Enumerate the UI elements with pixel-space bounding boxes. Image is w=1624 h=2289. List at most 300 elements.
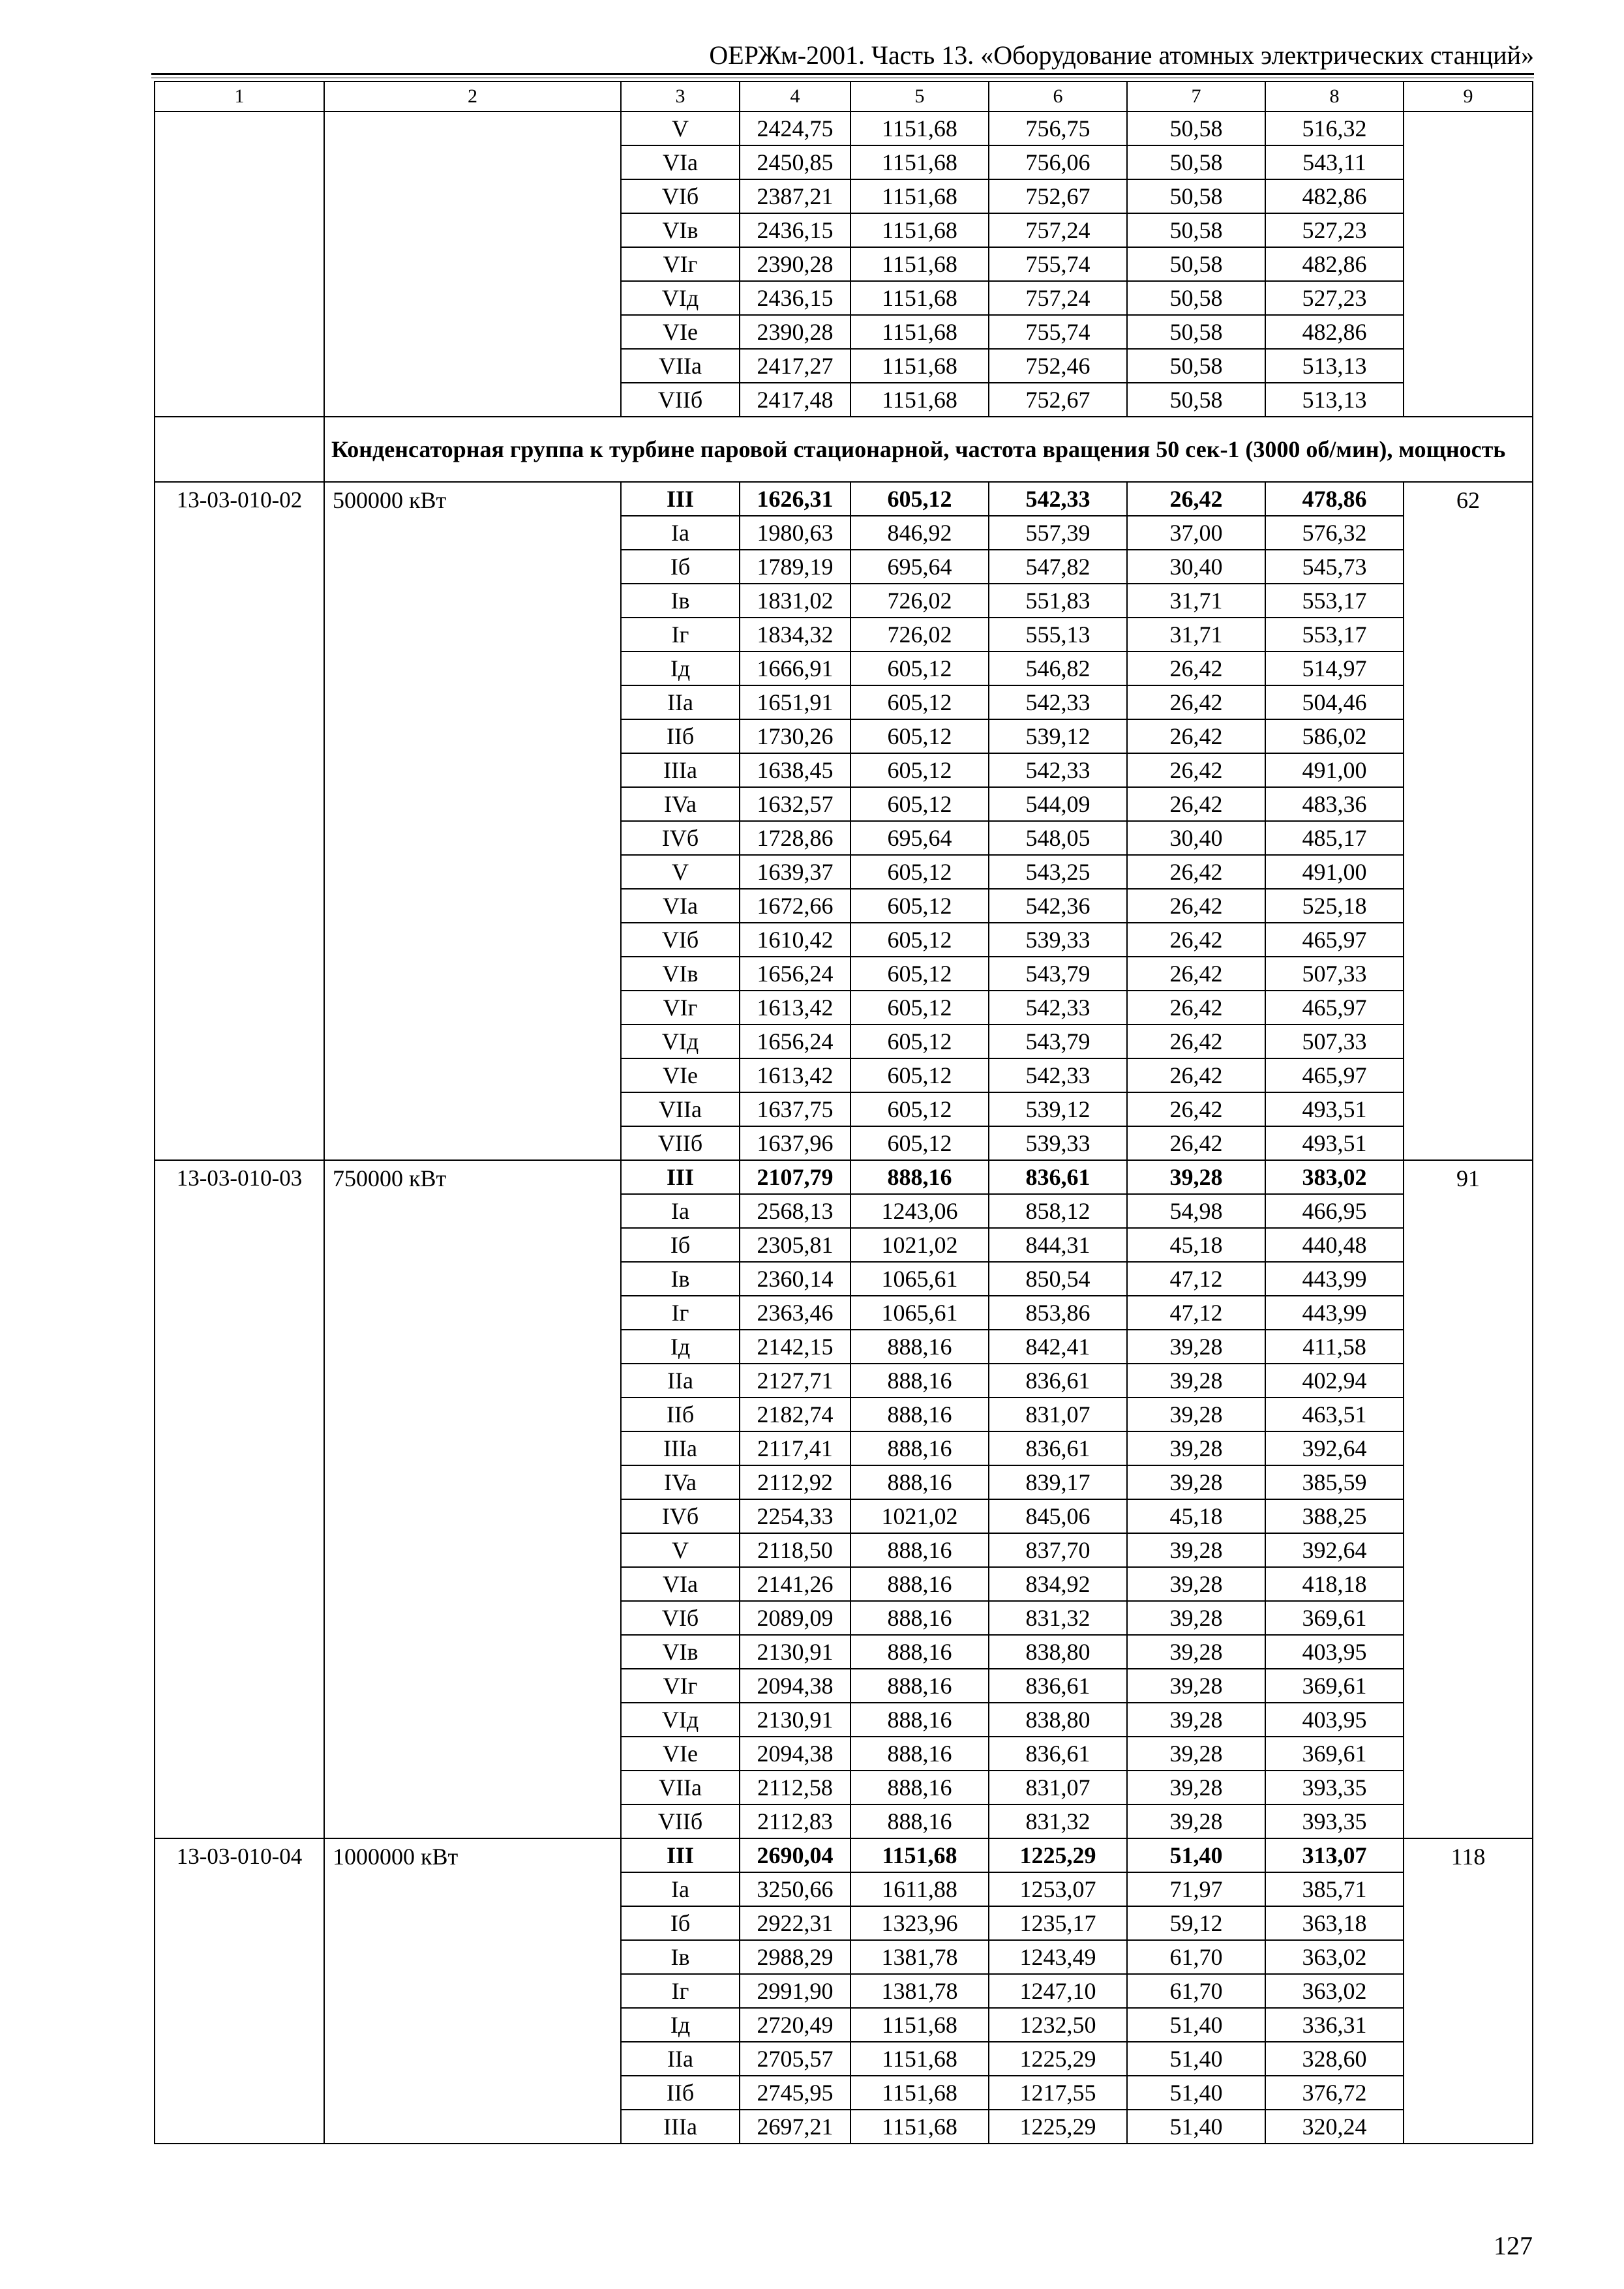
value-cell: 2130,91: [740, 1635, 850, 1669]
type-cell: VIб: [621, 923, 740, 957]
value-cell: 39,28: [1127, 1601, 1265, 1635]
value-cell: 26,42: [1127, 1058, 1265, 1092]
value-cell: 363,02: [1265, 1940, 1404, 1974]
type-cell: VIд: [621, 1025, 740, 1058]
value-cell: 1656,24: [740, 1025, 850, 1058]
value-cell: 605,12: [850, 753, 989, 787]
value-cell: 50,58: [1127, 213, 1265, 247]
value-cell: 2141,26: [740, 1567, 850, 1601]
value-cell: 51,40: [1127, 2042, 1265, 2076]
type-cell: Iд: [621, 651, 740, 685]
value-cell: 482,86: [1265, 247, 1404, 281]
value-cell: 888,16: [850, 1635, 989, 1669]
type-cell: VIIa: [621, 1771, 740, 1804]
value-cell: 463,51: [1265, 1398, 1404, 1431]
value-cell: 26,42: [1127, 651, 1265, 685]
value-cell: 26,42: [1127, 1126, 1265, 1160]
value-cell: 39,28: [1127, 1431, 1265, 1465]
value-cell: 836,61: [989, 1737, 1127, 1771]
value-cell: 39,28: [1127, 1737, 1265, 1771]
value-cell: 1065,61: [850, 1296, 989, 1330]
value-cell: 888,16: [850, 1601, 989, 1635]
value-cell: 756,06: [989, 145, 1127, 179]
value-cell: 542,33: [989, 1058, 1127, 1092]
value-cell: 383,02: [1265, 1160, 1404, 1194]
type-cell: IIIa: [621, 2110, 740, 2144]
value-cell: 50,58: [1127, 315, 1265, 349]
value-cell: 39,28: [1127, 1398, 1265, 1431]
value-cell: 39,28: [1127, 1703, 1265, 1737]
price-table: [154, 81, 1533, 2144]
value-cell: 542,33: [989, 991, 1127, 1025]
value-cell: 513,13: [1265, 383, 1404, 417]
value-cell: 1613,42: [740, 1058, 850, 1092]
value-cell: 1638,45: [740, 753, 850, 787]
value-cell: 539,12: [989, 1092, 1127, 1126]
value-cell: 548,05: [989, 821, 1127, 855]
value-cell: 1613,42: [740, 991, 850, 1025]
value-cell: 834,92: [989, 1567, 1127, 1601]
value-cell: 586,02: [1265, 719, 1404, 753]
type-cell: Ia: [621, 1194, 740, 1228]
value-cell: 551,83: [989, 584, 1127, 618]
value-cell: 1021,02: [850, 1499, 989, 1533]
value-cell: 26,42: [1127, 855, 1265, 889]
value-cell: 1656,24: [740, 957, 850, 991]
value-cell: 26,42: [1127, 1092, 1265, 1126]
type-cell: Iд: [621, 2008, 740, 2042]
code-cell: 13-03-010-03: [155, 1160, 324, 1838]
value-cell: 836,61: [989, 1669, 1127, 1703]
value-cell: 888,16: [850, 1567, 989, 1601]
value-cell: 320,24: [1265, 2110, 1404, 2144]
type-cell: IIб: [621, 719, 740, 753]
value-cell: 26,42: [1127, 685, 1265, 719]
value-cell: 605,12: [850, 651, 989, 685]
value-cell: 2107,79: [740, 1160, 850, 1194]
value-cell: 539,33: [989, 923, 1127, 957]
value-cell: 54,98: [1127, 1194, 1265, 1228]
value-cell: 39,28: [1127, 1465, 1265, 1499]
type-cell: Ia: [621, 1872, 740, 1906]
value-cell: 1232,50: [989, 2008, 1127, 2042]
value-cell: 491,00: [1265, 855, 1404, 889]
value-cell: 2720,49: [740, 2008, 850, 2042]
value-cell: 1225,29: [989, 1838, 1127, 1872]
value-cell: 392,64: [1265, 1533, 1404, 1567]
value-cell: 546,82: [989, 651, 1127, 685]
value-cell: 402,94: [1265, 1364, 1404, 1398]
value-cell: 525,18: [1265, 889, 1404, 923]
value-cell: 1789,19: [740, 550, 850, 584]
price-table-body: [155, 82, 1533, 2144]
section-row: [155, 417, 1533, 482]
value-cell: 1243,49: [989, 1940, 1127, 1974]
value-cell: 440,48: [1265, 1228, 1404, 1262]
value-cell: 2417,27: [740, 349, 850, 383]
value-cell: 2089,09: [740, 1601, 850, 1635]
value-cell: 888,16: [850, 1737, 989, 1771]
value-cell: 542,33: [989, 482, 1127, 516]
value-cell: 1637,75: [740, 1092, 850, 1126]
table-row: [155, 1838, 1533, 1872]
value-cell: 1217,55: [989, 2076, 1127, 2110]
value-cell: 514,97: [1265, 651, 1404, 685]
value-cell: 2988,29: [740, 1940, 850, 1974]
value-cell: 557,39: [989, 516, 1127, 550]
type-cell: IIa: [621, 2042, 740, 2076]
value-cell: 1021,02: [850, 1228, 989, 1262]
value-cell: 2118,50: [740, 1533, 850, 1567]
value-cell: 1151,68: [850, 1838, 989, 1872]
value-cell: 846,92: [850, 516, 989, 550]
value-cell: 50,58: [1127, 145, 1265, 179]
value-cell: 543,79: [989, 957, 1127, 991]
value-cell: 888,16: [850, 1160, 989, 1194]
value-cell: 1065,61: [850, 1262, 989, 1296]
value-cell: 1151,68: [850, 2076, 989, 2110]
value-cell: 1151,68: [850, 2110, 989, 2144]
type-cell: VIa: [621, 1567, 740, 1601]
value-cell: 853,86: [989, 1296, 1127, 1330]
value-cell: 478,86: [1265, 482, 1404, 516]
value-cell: 545,73: [1265, 550, 1404, 584]
value-cell: 51,40: [1127, 2076, 1265, 2110]
value-cell: 2922,31: [740, 1906, 850, 1940]
value-cell: 888,16: [850, 1364, 989, 1398]
value-cell: 485,17: [1265, 821, 1404, 855]
value-cell: 50,58: [1127, 383, 1265, 417]
value-cell: 392,64: [1265, 1431, 1404, 1465]
value-cell: 466,95: [1265, 1194, 1404, 1228]
type-cell: VIIa: [621, 349, 740, 383]
value-cell: 59,12: [1127, 1906, 1265, 1940]
norm-cell: [1404, 112, 1533, 417]
value-cell: 605,12: [850, 923, 989, 957]
value-cell: 1151,68: [850, 2008, 989, 2042]
value-cell: 756,75: [989, 112, 1127, 145]
value-cell: 61,70: [1127, 1940, 1265, 1974]
value-cell: 605,12: [850, 1058, 989, 1092]
value-cell: 757,24: [989, 213, 1127, 247]
column-number: 9: [1404, 82, 1533, 112]
value-cell: 385,59: [1265, 1465, 1404, 1499]
value-cell: 1610,42: [740, 923, 850, 957]
value-cell: 850,54: [989, 1262, 1127, 1296]
code-cell: 13-03-010-04: [155, 1838, 324, 2144]
value-cell: 1672,66: [740, 889, 850, 923]
type-cell: III: [621, 482, 740, 516]
value-cell: 71,97: [1127, 1872, 1265, 1906]
value-cell: 839,17: [989, 1465, 1127, 1499]
column-number: 5: [850, 82, 989, 112]
value-cell: 1151,68: [850, 315, 989, 349]
value-cell: 553,17: [1265, 618, 1404, 651]
type-cell: IVб: [621, 1499, 740, 1533]
type-cell: VIд: [621, 1703, 740, 1737]
value-cell: 385,71: [1265, 1872, 1404, 1906]
value-cell: 26,42: [1127, 482, 1265, 516]
value-cell: 539,33: [989, 1126, 1127, 1160]
table-row: [155, 1160, 1533, 1194]
value-cell: 2094,38: [740, 1669, 850, 1703]
value-cell: 482,86: [1265, 315, 1404, 349]
type-cell: VIa: [621, 889, 740, 923]
value-cell: 755,74: [989, 315, 1127, 349]
value-cell: 752,67: [989, 383, 1127, 417]
value-cell: 363,18: [1265, 1906, 1404, 1940]
value-cell: 1151,68: [850, 247, 989, 281]
value-cell: 376,72: [1265, 2076, 1404, 2110]
value-cell: 1666,91: [740, 651, 850, 685]
type-cell: V: [621, 112, 740, 145]
value-cell: 411,58: [1265, 1330, 1404, 1364]
value-cell: 30,40: [1127, 821, 1265, 855]
column-number-row: [155, 82, 1533, 112]
value-cell: 403,95: [1265, 1635, 1404, 1669]
value-cell: 605,12: [850, 482, 989, 516]
value-cell: 39,28: [1127, 1804, 1265, 1838]
value-cell: 39,28: [1127, 1330, 1265, 1364]
page-number: 127: [1494, 2231, 1533, 2260]
value-cell: 2390,28: [740, 315, 850, 349]
value-cell: 605,12: [850, 1092, 989, 1126]
value-cell: 1151,68: [850, 179, 989, 213]
value-cell: 39,28: [1127, 1771, 1265, 1804]
type-cell: Iб: [621, 550, 740, 584]
type-cell: Iб: [621, 1228, 740, 1262]
value-cell: 26,42: [1127, 787, 1265, 821]
type-cell: IVa: [621, 787, 740, 821]
value-cell: 363,02: [1265, 1974, 1404, 2008]
value-cell: 465,97: [1265, 991, 1404, 1025]
value-cell: 39,28: [1127, 1364, 1265, 1398]
value-cell: 3250,66: [740, 1872, 850, 1906]
type-cell: Ia: [621, 516, 740, 550]
value-cell: 547,82: [989, 550, 1127, 584]
value-cell: 369,61: [1265, 1737, 1404, 1771]
type-cell: VIб: [621, 179, 740, 213]
type-cell: VIe: [621, 315, 740, 349]
value-cell: 831,07: [989, 1771, 1127, 1804]
value-cell: 1253,07: [989, 1872, 1127, 1906]
value-cell: 1632,57: [740, 787, 850, 821]
value-cell: 443,99: [1265, 1296, 1404, 1330]
value-cell: 752,67: [989, 179, 1127, 213]
value-cell: 493,51: [1265, 1092, 1404, 1126]
column-number: 6: [989, 82, 1127, 112]
value-cell: 2127,71: [740, 1364, 850, 1398]
column-number: 3: [621, 82, 740, 112]
value-cell: 1243,06: [850, 1194, 989, 1228]
type-cell: IIIa: [621, 753, 740, 787]
value-cell: 336,31: [1265, 2008, 1404, 2042]
value-cell: 50,58: [1127, 112, 1265, 145]
value-cell: 491,00: [1265, 753, 1404, 787]
type-cell: III: [621, 1838, 740, 1872]
value-cell: 47,12: [1127, 1262, 1265, 1296]
value-cell: 51,40: [1127, 2008, 1265, 2042]
value-cell: 2130,91: [740, 1703, 850, 1737]
type-cell: VIб: [621, 1601, 740, 1635]
value-cell: 1235,17: [989, 1906, 1127, 1940]
value-cell: 2112,83: [740, 1804, 850, 1838]
value-cell: 504,46: [1265, 685, 1404, 719]
value-cell: 26,42: [1127, 957, 1265, 991]
type-cell: VIв: [621, 1635, 740, 1669]
type-cell: VIд: [621, 281, 740, 315]
value-cell: 757,24: [989, 281, 1127, 315]
type-cell: Iб: [621, 1906, 740, 1940]
type-cell: VIIб: [621, 1126, 740, 1160]
value-cell: 845,06: [989, 1499, 1127, 1533]
value-cell: 527,23: [1265, 213, 1404, 247]
value-cell: 543,79: [989, 1025, 1127, 1058]
type-cell: VIe: [621, 1737, 740, 1771]
code-cell: 13-03-010-02: [155, 482, 324, 1160]
value-cell: 542,33: [989, 685, 1127, 719]
value-cell: 2436,15: [740, 213, 850, 247]
value-cell: 2390,28: [740, 247, 850, 281]
type-cell: VIв: [621, 957, 740, 991]
type-cell: VIг: [621, 1669, 740, 1703]
value-cell: 26,42: [1127, 991, 1265, 1025]
value-cell: 831,07: [989, 1398, 1127, 1431]
type-cell: VIe: [621, 1058, 740, 1092]
value-cell: 1381,78: [850, 1974, 989, 2008]
value-cell: 858,12: [989, 1194, 1127, 1228]
value-cell: 465,97: [1265, 923, 1404, 957]
value-cell: 2094,38: [740, 1737, 850, 1771]
value-cell: 26,42: [1127, 1025, 1265, 1058]
value-cell: 2424,75: [740, 112, 850, 145]
value-cell: 726,02: [850, 584, 989, 618]
value-cell: 393,35: [1265, 1804, 1404, 1838]
value-cell: 1323,96: [850, 1906, 989, 1940]
value-cell: 1225,29: [989, 2110, 1127, 2144]
value-cell: 1728,86: [740, 821, 850, 855]
value-cell: 837,70: [989, 1533, 1127, 1567]
name-cell: 1000000 кВт: [324, 1838, 621, 2144]
value-cell: 2745,95: [740, 2076, 850, 2110]
type-cell: IIa: [621, 685, 740, 719]
type-cell: VIв: [621, 213, 740, 247]
value-cell: 1151,68: [850, 2042, 989, 2076]
header-rule-thick: [151, 73, 1534, 75]
value-cell: 1151,68: [850, 112, 989, 145]
type-cell: Iд: [621, 1330, 740, 1364]
type-cell: IVб: [621, 821, 740, 855]
value-cell: 50,58: [1127, 349, 1265, 383]
value-cell: 2142,15: [740, 1330, 850, 1364]
value-cell: 755,74: [989, 247, 1127, 281]
value-cell: 2705,57: [740, 2042, 850, 2076]
value-cell: 1639,37: [740, 855, 850, 889]
value-cell: 50,58: [1127, 179, 1265, 213]
value-cell: 507,33: [1265, 957, 1404, 991]
value-cell: 1381,78: [850, 1940, 989, 1974]
value-cell: 605,12: [850, 685, 989, 719]
value-cell: 2568,13: [740, 1194, 850, 1228]
value-cell: 605,12: [850, 991, 989, 1025]
value-cell: 2182,74: [740, 1398, 850, 1431]
value-cell: 1651,91: [740, 685, 850, 719]
section-empty-cell: [155, 417, 324, 482]
value-cell: 45,18: [1127, 1499, 1265, 1533]
value-cell: 838,80: [989, 1703, 1127, 1737]
value-cell: 26,42: [1127, 753, 1265, 787]
value-cell: 842,41: [989, 1330, 1127, 1364]
type-cell: IVa: [621, 1465, 740, 1499]
value-cell: 836,61: [989, 1364, 1127, 1398]
value-cell: 45,18: [1127, 1228, 1265, 1262]
value-cell: 726,02: [850, 618, 989, 651]
value-cell: 507,33: [1265, 1025, 1404, 1058]
value-cell: 513,13: [1265, 349, 1404, 383]
value-cell: 1831,02: [740, 584, 850, 618]
value-cell: 2697,21: [740, 2110, 850, 2144]
value-cell: 605,12: [850, 855, 989, 889]
value-cell: 543,25: [989, 855, 1127, 889]
type-cell: III: [621, 1160, 740, 1194]
type-cell: IIa: [621, 1364, 740, 1398]
type-cell: VIг: [621, 247, 740, 281]
value-cell: 393,35: [1265, 1771, 1404, 1804]
value-cell: 695,64: [850, 550, 989, 584]
value-cell: 888,16: [850, 1533, 989, 1567]
value-cell: 544,09: [989, 787, 1127, 821]
value-cell: 1730,26: [740, 719, 850, 753]
value-cell: 576,32: [1265, 516, 1404, 550]
value-cell: 31,71: [1127, 618, 1265, 651]
running-header: ОЕРЖм-2001. Часть 13. «Оборудование атомных электрических станций»: [709, 40, 1534, 70]
value-cell: 1834,32: [740, 618, 850, 651]
column-number: 1: [155, 82, 324, 112]
value-cell: 1151,68: [850, 383, 989, 417]
value-cell: 2112,92: [740, 1465, 850, 1499]
value-cell: 465,97: [1265, 1058, 1404, 1092]
value-cell: 51,40: [1127, 1838, 1265, 1872]
value-cell: 26,42: [1127, 719, 1265, 753]
name-cell: 500000 кВт: [324, 482, 621, 1160]
value-cell: 1247,10: [989, 1974, 1127, 2008]
value-cell: 1151,68: [850, 349, 989, 383]
value-cell: 493,51: [1265, 1126, 1404, 1160]
value-cell: 2436,15: [740, 281, 850, 315]
value-cell: 482,86: [1265, 179, 1404, 213]
value-cell: 2254,33: [740, 1499, 850, 1533]
type-cell: IIIa: [621, 1431, 740, 1465]
value-cell: 51,40: [1127, 2110, 1265, 2144]
value-cell: 30,40: [1127, 550, 1265, 584]
value-cell: 369,61: [1265, 1669, 1404, 1703]
value-cell: 1637,96: [740, 1126, 850, 1160]
type-cell: IIб: [621, 1398, 740, 1431]
type-cell: V: [621, 1533, 740, 1567]
value-cell: 888,16: [850, 1330, 989, 1364]
code-cell: [155, 112, 324, 417]
value-cell: 313,07: [1265, 1838, 1404, 1872]
value-cell: 836,61: [989, 1160, 1127, 1194]
value-cell: 1980,63: [740, 516, 850, 550]
value-cell: 888,16: [850, 1703, 989, 1737]
value-cell: 527,23: [1265, 281, 1404, 315]
value-cell: 2305,81: [740, 1228, 850, 1262]
type-cell: Iв: [621, 1262, 740, 1296]
value-cell: 888,16: [850, 1465, 989, 1499]
value-cell: 31,71: [1127, 584, 1265, 618]
value-cell: 539,12: [989, 719, 1127, 753]
